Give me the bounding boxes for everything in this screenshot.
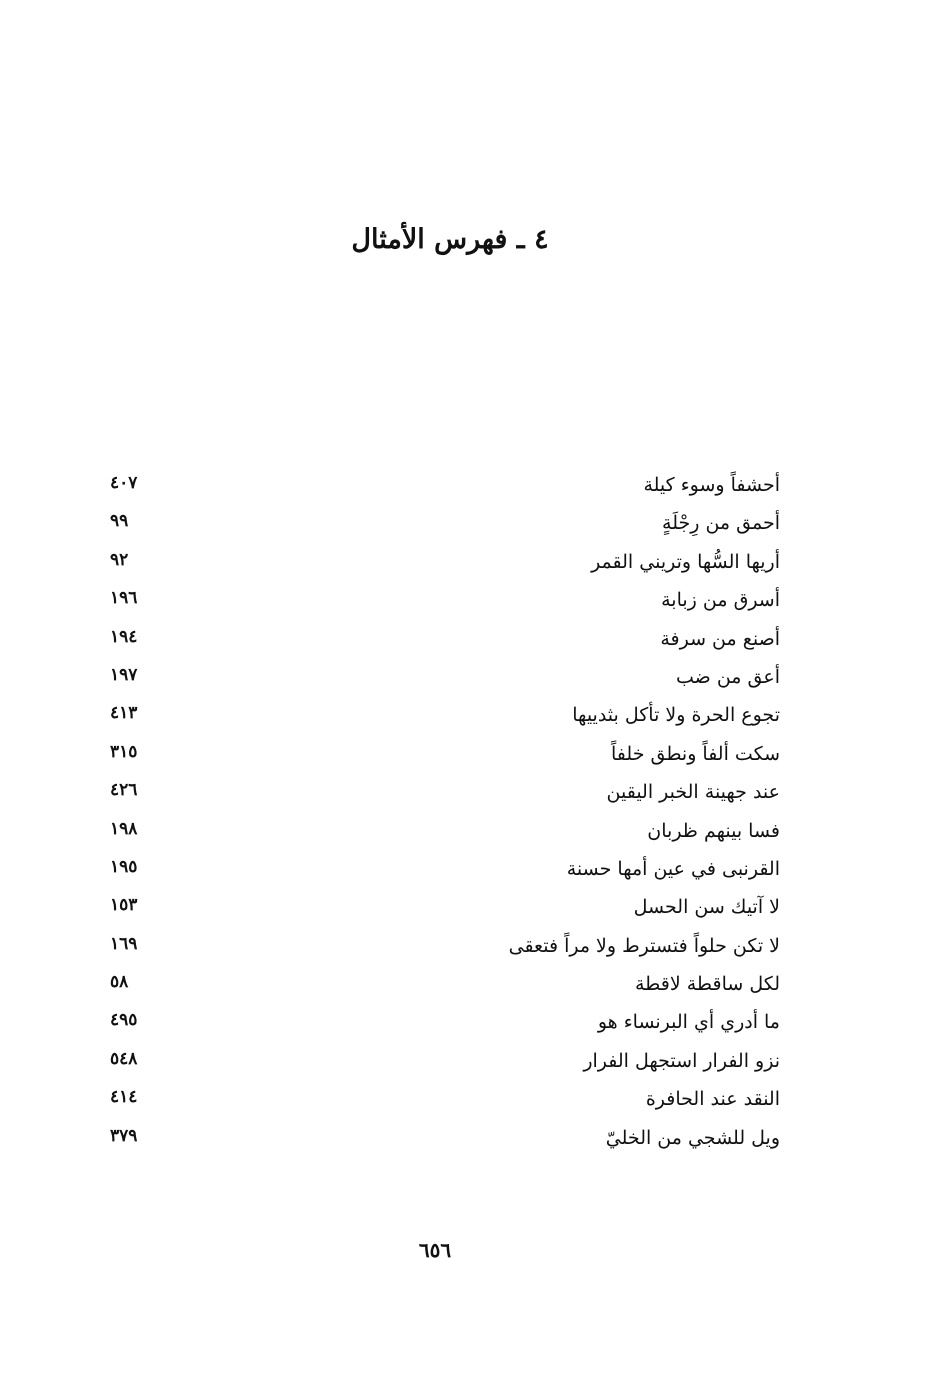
proverb-page-number: ٤٩٥ bbox=[110, 1010, 138, 1031]
proverb-page-number: ٤٢٦ bbox=[110, 780, 138, 801]
proverb-text: تجوع الحرة ولا تأكل بثدييها bbox=[572, 704, 780, 727]
proverb-page-number: ١٩٦ bbox=[110, 588, 138, 609]
proverb-text: عند جهينة الخبر اليقين bbox=[606, 781, 780, 804]
list-item bbox=[110, 1042, 780, 1080]
list-item bbox=[110, 696, 780, 734]
proverb-page-number: ٤١٤ bbox=[110, 1087, 138, 1108]
proverb-text: ويل للشجي من الخليّ bbox=[605, 1126, 780, 1149]
proverb-page-number: ٣١٥ bbox=[110, 741, 138, 762]
proverb-page-number: ٩٩ bbox=[110, 511, 129, 532]
proverb-page-number: ٤٠٧ bbox=[110, 473, 138, 493]
page-number: ٦٥٦ bbox=[418, 1238, 452, 1262]
list-item bbox=[110, 812, 780, 850]
list-item bbox=[110, 888, 780, 926]
proverb-text: سكت ألفاً ونطق خلفاً bbox=[611, 742, 780, 765]
page-title: ٤ ـ فهرس الأمثال bbox=[351, 224, 549, 255]
proverb-text: أحشفاً وسوء كيلة bbox=[643, 474, 780, 496]
list-item bbox=[110, 773, 780, 811]
proverb-page-number: ١٩٨ bbox=[110, 818, 138, 839]
list-item bbox=[110, 927, 780, 965]
proverbs-index-list bbox=[110, 466, 780, 1157]
proverb-page-number: ٥٨ bbox=[110, 972, 129, 993]
proverb-text: أريها السُّها وتريني القمر bbox=[591, 550, 780, 573]
proverb-text: أحمق من رِجْلَةٍ bbox=[662, 512, 780, 535]
proverb-text: ما أدري أي البرنساء هو bbox=[597, 1011, 780, 1034]
proverb-page-number: ٩٢ bbox=[110, 549, 129, 570]
list-item bbox=[110, 735, 780, 773]
proverb-text: لا آتيك سن الحسل bbox=[633, 896, 780, 919]
proverb-text: نزو الفرار استجهل الفرار bbox=[583, 1049, 780, 1072]
proverb-text: لكل ساقطة لاقطة bbox=[634, 973, 780, 996]
list-item bbox=[110, 581, 780, 619]
list-item bbox=[110, 850, 780, 888]
proverb-page-number: ٥٤٨ bbox=[110, 1048, 138, 1069]
list-item bbox=[110, 658, 780, 696]
proverb-page-number: ١٩٥ bbox=[110, 856, 138, 877]
proverb-text: النقد عند الحافرة bbox=[645, 1088, 780, 1111]
list-item bbox=[110, 965, 780, 1003]
proverb-text: أعق من ضب bbox=[676, 665, 780, 688]
proverb-text: لا تكن حلواً فتسترط ولا مراً فتعقى bbox=[508, 934, 780, 957]
proverb-text: أصنع من سرفة bbox=[660, 627, 780, 650]
list-item bbox=[110, 504, 780, 542]
list-item bbox=[110, 1003, 780, 1041]
proverb-text: القرنبى في عين أمها حسنة bbox=[566, 857, 780, 880]
list-item bbox=[110, 466, 780, 504]
list-item bbox=[110, 620, 780, 658]
proverb-text: فسا بينهم ظربان bbox=[647, 819, 780, 842]
proverb-page-number: ١٥٣ bbox=[110, 895, 138, 916]
list-item bbox=[110, 1080, 780, 1118]
list-item bbox=[110, 1119, 780, 1157]
proverb-page-number: ٣٧٩ bbox=[110, 1125, 138, 1146]
proverb-text: أسرق من زبابة bbox=[661, 589, 780, 612]
proverb-page-number: ١٩٧ bbox=[110, 664, 138, 685]
proverb-page-number: ١٦٩ bbox=[110, 933, 138, 954]
list-item bbox=[110, 543, 780, 581]
proverb-page-number: ١٩٤ bbox=[110, 626, 138, 647]
proverb-page-number: ٤١٣ bbox=[110, 703, 138, 724]
